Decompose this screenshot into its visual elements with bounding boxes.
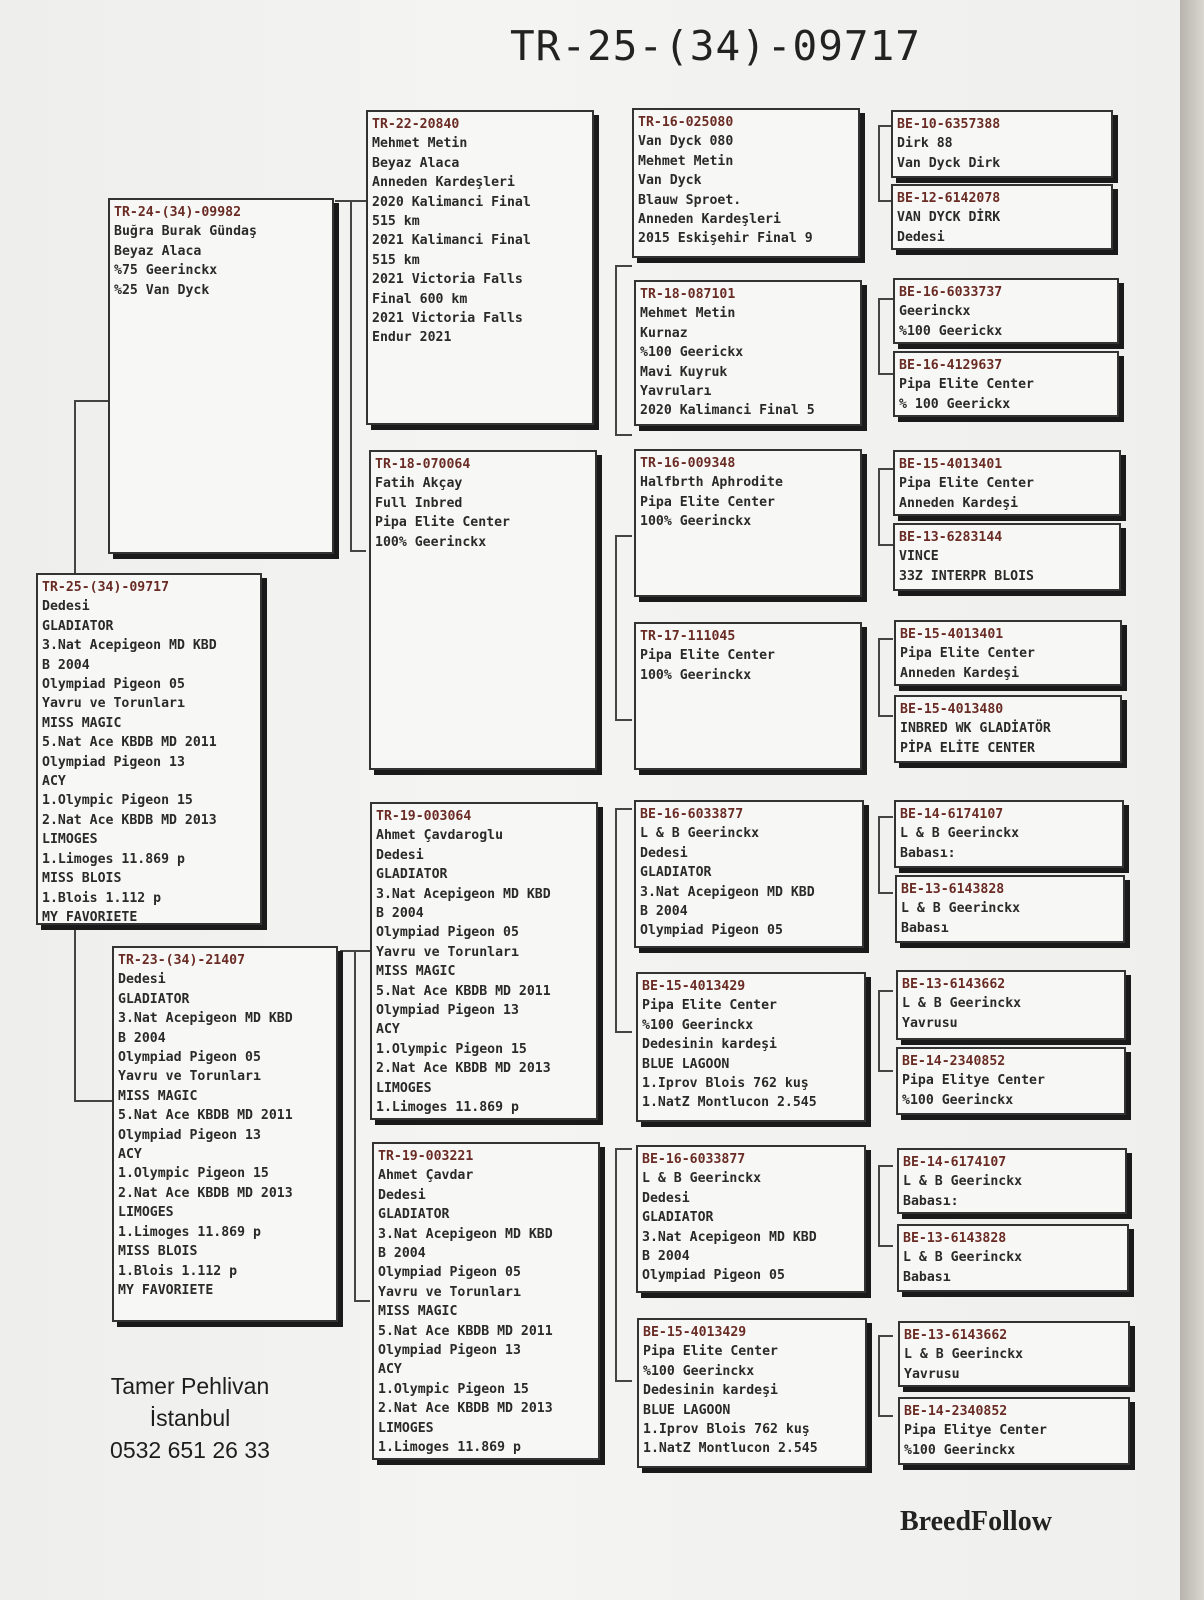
ancestor-card: [895, 875, 1125, 943]
connector-line: [878, 638, 880, 715]
pedigree-line: LIMOGES: [42, 832, 98, 848]
ancestor-card: [893, 450, 1121, 516]
ring-number: TR-16-025080: [638, 115, 734, 130]
ring-number: BE-13-6143828: [901, 882, 1005, 897]
ring-number: TR-24-(34)-09982: [114, 205, 242, 220]
connector-line: [350, 200, 352, 550]
pedigree-line: B 2004: [640, 904, 688, 920]
pedigree-line: Babası:: [900, 845, 956, 861]
grandparent-card: [369, 450, 597, 770]
pedigree-line: L & B Geerinckx: [900, 826, 1020, 842]
pedigree-line: L & B Geerinckx: [640, 826, 760, 842]
pedigree-line: INBRED WK GLADİATÖR: [900, 721, 1051, 737]
connector-line: [878, 544, 893, 546]
ring-number: TR-18-087101: [640, 287, 736, 302]
pedigree-line: L & B Geerinckx: [903, 1250, 1023, 1266]
ring-number: BE-13-6283144: [899, 530, 1003, 545]
pedigree-line: 33Z INTERPR BLOIS: [899, 568, 1034, 584]
pedigree-line: GLADIATOR: [642, 1210, 714, 1226]
pedigree-line: Pipa Elite Center: [642, 998, 777, 1014]
owner-city: İstanbul: [149, 1405, 231, 1431]
pedigree-line: 5.Nat Ace KBDB MD 2011: [42, 735, 217, 751]
pedigree-line: Yavrusu: [902, 1015, 958, 1031]
connector-line: [615, 265, 617, 434]
ring-number: TR-16-009348: [640, 456, 736, 471]
pedigree-line: Final 600 km: [372, 291, 468, 307]
pedigree-line: 1.Limoges 11.869 p: [376, 1100, 519, 1116]
pedigree-line: LIMOGES: [118, 1205, 174, 1221]
pedigree-line: Dedesi: [897, 229, 945, 245]
pedigree-line: Olympiad Pigeon 13: [42, 754, 185, 770]
pedigree-line: 1.Limoges 11.869 p: [118, 1224, 261, 1240]
pedigree-line: MISS MAGIC: [42, 715, 122, 731]
ancestor-card: [897, 1224, 1129, 1292]
pedigree-line: Yavru ve Torunları: [118, 1069, 261, 1085]
ancestor-card: [898, 1321, 1130, 1387]
pedigree-line: VINCE: [899, 549, 939, 565]
pedigree-line: %75 Geerinckx: [114, 263, 218, 279]
ring-number: BE-15-4013401: [899, 457, 1003, 472]
connector-line: [335, 200, 366, 202]
connector-line: [615, 1031, 632, 1033]
pedigree-line: %100 Geerinckx: [904, 1442, 1016, 1458]
pedigree-line: %100 Geerinckx: [902, 1092, 1014, 1108]
pedigree-line: Ahmet Çavdaroglu: [376, 828, 504, 844]
pedigree-line: Endur 2021: [372, 330, 452, 346]
pedigree-line: Pipa Elite Center: [640, 648, 775, 664]
connector-line: [878, 816, 893, 818]
connector-line: [878, 468, 880, 544]
pedigree-line: 2015 Eskişehir Final 9: [638, 231, 813, 247]
pedigree-line: Olympiad Pigeon 05: [378, 1265, 521, 1281]
connector-line: [74, 400, 108, 402]
ring-number: BE-15-4013401: [900, 627, 1004, 642]
pedigree-line: Dedesi: [642, 1190, 690, 1206]
connector-line: [354, 950, 356, 1300]
pedigree-line: Olympiad Pigeon 13: [118, 1127, 261, 1143]
pedigree-line: L & B Geerinckx: [901, 901, 1021, 917]
pedigree-line: Buğra Burak Gündaş: [114, 224, 257, 240]
pedigree-line: 1.Olympic Pigeon 15: [42, 793, 193, 809]
pedigree-line: %100 Geerinckx: [643, 1363, 755, 1379]
pedigree-line: Anneden Kardeşleri: [372, 175, 515, 191]
connector-line: [878, 816, 880, 892]
pedigree-line: Fatih Akçay: [375, 476, 463, 492]
connector-line: [878, 990, 880, 1070]
pedigree-line: BLUE LAGOON: [643, 1402, 731, 1418]
ancestor-card: [898, 1397, 1130, 1465]
ancestor-card: [894, 695, 1122, 763]
pedigree-line: Dedesinin kardeşi: [643, 1383, 778, 1399]
pedigree-line: 515 km: [372, 252, 420, 268]
pedigree-line: Babası:: [903, 1193, 959, 1209]
pedigree-line: 2.Nat Ace KBDB MD 2013: [376, 1061, 551, 1077]
connector-line: [878, 1415, 893, 1417]
pedigree-line: MISS MAGIC: [376, 964, 456, 980]
pedigree-line: L & B Geerinckx: [902, 996, 1022, 1012]
connector-line: [878, 1165, 880, 1245]
pedigree-line: MY FAVORIETE: [42, 909, 138, 925]
connector-line: [878, 638, 893, 640]
pedigree-line: Pipa Elite Center: [640, 494, 775, 510]
pedigree-line: 3.Nat Acepigeon MD KBD: [378, 1226, 553, 1242]
pedigree-line: B 2004: [118, 1030, 166, 1046]
pedigree-line: 5.Nat Ace KBDB MD 2011: [378, 1323, 553, 1339]
pedigree-line: 2021 Kalimanci Final: [372, 233, 531, 249]
connector-line: [878, 373, 893, 375]
pedigree-line: B 2004: [642, 1249, 690, 1265]
pedigree-line: LIMOGES: [378, 1420, 434, 1436]
pedigree-line: Olympiad Pigeon 05: [640, 923, 783, 939]
connector-line: [878, 1070, 893, 1072]
pedigree-line: Olympiad Pigeon 13: [378, 1343, 521, 1359]
pedigree-line: Van Dyck Dirk: [897, 155, 1001, 171]
page-edge-shadow: [1180, 0, 1204, 1600]
pedigree-line: Yavrusu: [904, 1366, 960, 1382]
pedigree-line: %100 Geerickx: [640, 345, 744, 361]
connector-line: [354, 1300, 370, 1302]
ring-number: BE-13-6143828: [903, 1231, 1007, 1246]
connector-line: [615, 808, 632, 810]
pedigree-line: 1.Iprov Blois 762 kuş: [642, 1076, 809, 1092]
pedigree-line: 3.Nat Acepigeon MD KBD: [118, 1011, 293, 1027]
pedigree-line: 2020 Kalimanci Final 5: [640, 403, 815, 419]
connector-line: [615, 265, 632, 267]
pedigree-line: 1.Olympic Pigeon 15: [118, 1166, 269, 1182]
pedigree-line: ACY: [118, 1147, 142, 1163]
connector-line: [878, 715, 893, 717]
pedigree-line: Blauw Sproet.: [638, 192, 742, 208]
pedigree-line: Dedesi: [640, 845, 688, 861]
pedigree-line: 515 km: [372, 214, 420, 230]
pedigree-line: Pipa Elite Center: [899, 476, 1034, 492]
ring-number: BE-14-6174107: [903, 1155, 1007, 1170]
pedigree-line: GLADIATOR: [42, 618, 114, 634]
pedigree-line: 2.Nat Ace KBDB MD 2013: [42, 812, 217, 828]
pedigree-line: 1.NatZ Montlucon 2.545: [642, 1095, 817, 1111]
pedigree-line: Dedesi: [42, 599, 90, 615]
connector-line: [615, 535, 617, 719]
pedigree-line: ACY: [378, 1362, 402, 1378]
connector-line: [878, 1165, 893, 1167]
connector-line: [878, 298, 893, 300]
ancestor-card: [891, 184, 1113, 250]
pedigree-line: Dedesi: [378, 1187, 426, 1203]
ancestor-card: [891, 110, 1113, 178]
ring-number: BE-14-2340852: [904, 1404, 1008, 1419]
pedigree-line: 3.Nat Acepigeon MD KBD: [42, 638, 217, 654]
pedigree-line: Dedesinin kardeşi: [642, 1037, 777, 1053]
ring-number: BE-10-6357388: [897, 117, 1001, 132]
pedigree-line: Anneden Kardeşleri: [638, 212, 781, 228]
ring-number: TR-19-003064: [376, 809, 472, 824]
pedigree-line: PİPA ELİTE CENTER: [900, 740, 1035, 756]
connector-line: [878, 1335, 893, 1337]
pedigree-line: % 100 Geerickx: [899, 396, 1011, 412]
ring-number: BE-13-6143662: [902, 977, 1006, 992]
pedigree-line: Ahmet Çavdar: [378, 1168, 474, 1184]
connector-line: [350, 550, 366, 552]
pedigree-line: Pipa Elitye Center: [904, 1423, 1047, 1439]
pedigree-line: Dedesi: [118, 972, 166, 988]
pedigree-line: Beyaz Alaca: [372, 155, 460, 171]
page-title: TR-25-(34)-09717: [510, 22, 921, 70]
ring-number: TR-23-(34)-21407: [118, 953, 246, 968]
brand-logo: BreedFollow: [900, 1506, 1052, 1537]
pedigree-line: MISS MAGIC: [378, 1304, 458, 1320]
ring-number: BE-14-2340852: [902, 1054, 1006, 1069]
pedigree-line: GLADIATOR: [118, 991, 190, 1007]
connector-line: [878, 298, 880, 373]
pedigree-line: Pipa Elite Center: [643, 1344, 778, 1360]
ring-number: TR-19-003221: [378, 1149, 474, 1164]
owner-name: Tamer Pehlivan: [110, 1373, 270, 1399]
pedigree-line: Yavru ve Torunları: [42, 696, 185, 712]
pedigree-sire-card: [108, 198, 334, 554]
pedigree-line: Mavi Kuyruk: [640, 364, 728, 380]
pedigree-line: %100 Geerinckx: [642, 1017, 754, 1033]
ancestor-card: [893, 523, 1121, 591]
pedigree-line: B 2004: [376, 906, 424, 922]
connector-line: [74, 1100, 112, 1102]
pedigree-line: 1.Olympic Pigeon 15: [376, 1041, 527, 1057]
connector-line: [615, 1148, 617, 1380]
pedigree-line: Yavruları: [640, 384, 712, 400]
pedigree-line: MISS BLOIS: [42, 871, 122, 887]
pedigree-line: Beyaz Alaca: [114, 243, 202, 259]
great-grandparent-card: [636, 1145, 866, 1293]
pedigree-line: 1.Limoges 11.869 p: [42, 851, 185, 867]
pedigree-line: Van Dyck: [638, 173, 702, 189]
pedigree-line: 3.Nat Acepigeon MD KBD: [376, 886, 551, 902]
pedigree-line: 1.Blois 1.112 p: [42, 890, 162, 906]
connector-line: [615, 535, 632, 537]
pedigree-line: %100 Geerickx: [899, 323, 1003, 339]
ring-number: TR-22-20840: [372, 117, 460, 132]
pedigree-line: 3.Nat Acepigeon MD KBD: [642, 1229, 817, 1245]
pedigree-line: GLADIATOR: [378, 1207, 450, 1223]
connector-line: [878, 1335, 880, 1415]
great-grandparent-card: [634, 280, 862, 426]
pedigree-line: 100% Geerinckx: [640, 667, 752, 683]
pedigree-line: GLADIATOR: [376, 867, 448, 883]
pedigree-line: Kurnaz: [640, 325, 688, 341]
pedigree-line: Babası: [901, 920, 949, 936]
pedigree-line: Van Dyck 080: [638, 134, 734, 150]
pedigree-line: ACY: [376, 1022, 400, 1038]
ring-number: BE-14-6174107: [900, 807, 1004, 822]
pedigree-line: LIMOGES: [376, 1080, 432, 1096]
pedigree-line: 2021 Victoria Falls: [372, 311, 523, 327]
ring-number: BE-15-4013429: [643, 1325, 747, 1340]
pedigree-line: 1.Olympic Pigeon 15: [378, 1381, 529, 1397]
pedigree-line: 2.Nat Ace KBDB MD 2013: [378, 1401, 553, 1417]
pedigree-line: Pipa Elite Center: [899, 377, 1034, 393]
pedigree-line: Dirk 88: [897, 136, 953, 152]
great-grandparent-card: [634, 622, 862, 770]
pedigree-line: 100% Geerinckx: [640, 514, 752, 530]
connector-line: [878, 1245, 893, 1247]
pedigree-line: Mehmet Metin: [638, 153, 734, 169]
pedigree-line: BLUE LAGOON: [642, 1056, 730, 1072]
ring-number: BE-16-6033737: [899, 285, 1003, 300]
pedigree-line: 2.Nat Ace KBDB MD 2013: [118, 1185, 293, 1201]
ring-number: BE-15-4013480: [900, 702, 1004, 717]
ancestor-card: [893, 278, 1119, 344]
pedigree-line: 1.Iprov Blois 762 kuş: [643, 1422, 810, 1438]
pedigree-line: MISS MAGIC: [118, 1088, 198, 1104]
pedigree-line: Geerinckx: [899, 304, 971, 320]
ancestor-card: [896, 1047, 1126, 1115]
pedigree-line: ACY: [42, 774, 66, 790]
ring-number: BE-15-4013429: [642, 979, 746, 994]
pedigree-line: 3.Nat Acepigeon MD KBD: [640, 884, 815, 900]
pedigree-line: Anneden Kardeşi: [900, 665, 1020, 681]
great-grandparent-card: [634, 800, 864, 948]
pedigree-line: Anneden Kardeşi: [899, 495, 1019, 511]
pedigree-line: %25 Van Dyck: [114, 282, 210, 298]
pedigree-line: Mehmet Metin: [640, 306, 736, 322]
pedigree-line: Pipa Elitye Center: [902, 1073, 1045, 1089]
ancestor-card: [893, 351, 1119, 417]
pedigree-line: GLADIATOR: [640, 865, 712, 881]
ancestor-card: [894, 800, 1124, 868]
pedigree-line: L & B Geerinckx: [903, 1174, 1023, 1190]
pedigree-line: 1.Limoges 11.869 p: [378, 1440, 521, 1456]
pedigree-line: Olympiad Pigeon 13: [376, 1003, 519, 1019]
pedigree-line: Pipa Elite Center: [900, 646, 1035, 662]
connector-line: [878, 125, 880, 200]
pedigree-line: Full Inbred: [375, 495, 463, 511]
great-grandparent-card: [634, 449, 862, 597]
pedigree-line: B 2004: [42, 657, 90, 673]
owner-phone: 0532 651 26 33: [110, 1437, 270, 1463]
pedigree-subject-card: [36, 573, 262, 925]
great-grandparent-card: [632, 108, 860, 258]
grandparent-card: [370, 802, 598, 1120]
connector-line: [615, 1380, 632, 1382]
great-grandparent-card: [636, 972, 866, 1122]
ancestor-card: [896, 970, 1126, 1040]
pedigree-line: Olympiad Pigeon 05: [642, 1268, 785, 1284]
connector-line: [615, 808, 617, 1031]
ring-number: BE-12-6142078: [897, 191, 1001, 206]
pedigree-line: 5.Nat Ace KBDB MD 2011: [118, 1108, 293, 1124]
ancestor-card: [894, 620, 1122, 686]
owner-contact: [70, 1370, 310, 1466]
pedigree-line: 2020 Kalimanci Final: [372, 194, 531, 210]
pedigree-line: Olympiad Pigeon 05: [118, 1050, 261, 1066]
pedigree-line: VAN DYCK DİRK: [897, 210, 1001, 226]
pedigree-line: Pipa Elite Center: [375, 515, 510, 531]
pedigree-dam-card: [112, 946, 338, 1322]
pedigree-line: Babası: [903, 1269, 951, 1285]
pedigree-line: 100% Geerinckx: [375, 534, 487, 550]
pedigree-line: 1.Blois 1.112 p: [118, 1263, 238, 1279]
connector-line: [615, 719, 632, 721]
pedigree-line: Yavru ve Torunları: [376, 944, 519, 960]
connector-line: [615, 434, 632, 436]
connector-line: [878, 892, 893, 894]
pedigree-line: 1.NatZ Montlucon 2.545: [643, 1441, 818, 1457]
connector-line: [878, 990, 893, 992]
ring-number: BE-13-6143662: [904, 1328, 1008, 1343]
pedigree-line: L & B Geerinckx: [904, 1347, 1024, 1363]
pedigree-line: MISS BLOIS: [118, 1244, 198, 1260]
pedigree-line: B 2004: [378, 1246, 426, 1262]
connector-line: [340, 950, 370, 952]
ring-number: BE-16-6033877: [640, 807, 744, 822]
pedigree-line: 2021 Victoria Falls: [372, 272, 523, 288]
ancestor-card: [897, 1148, 1127, 1214]
pedigree-line: MY FAVORIETE: [118, 1282, 214, 1298]
connector-line: [615, 1148, 632, 1150]
pedigree-line: Mehmet Metin: [372, 136, 468, 152]
grandparent-card: [366, 110, 594, 425]
ring-number: TR-25-(34)-09717: [42, 580, 170, 595]
pedigree-line: Dedesi: [376, 847, 424, 863]
grandparent-card: [372, 1142, 600, 1460]
pedigree-line: Olympiad Pigeon 05: [376, 925, 519, 941]
ring-number: BE-16-4129637: [899, 358, 1003, 373]
great-grandparent-card: [637, 1318, 867, 1468]
ring-number: TR-18-070064: [375, 457, 471, 472]
pedigree-line: 5.Nat Ace KBDB MD 2011: [376, 983, 551, 999]
pedigree-line: Yavru ve Torunları: [378, 1284, 521, 1300]
pedigree-line: Olympiad Pigeon 05: [42, 677, 185, 693]
pedigree-line: L & B Geerinckx: [642, 1171, 762, 1187]
ring-number: TR-17-111045: [640, 629, 736, 644]
connector-line: [878, 468, 893, 470]
pedigree-line: Halfbrth Aphrodite: [640, 475, 783, 491]
ring-number: BE-16-6033877: [642, 1152, 746, 1167]
